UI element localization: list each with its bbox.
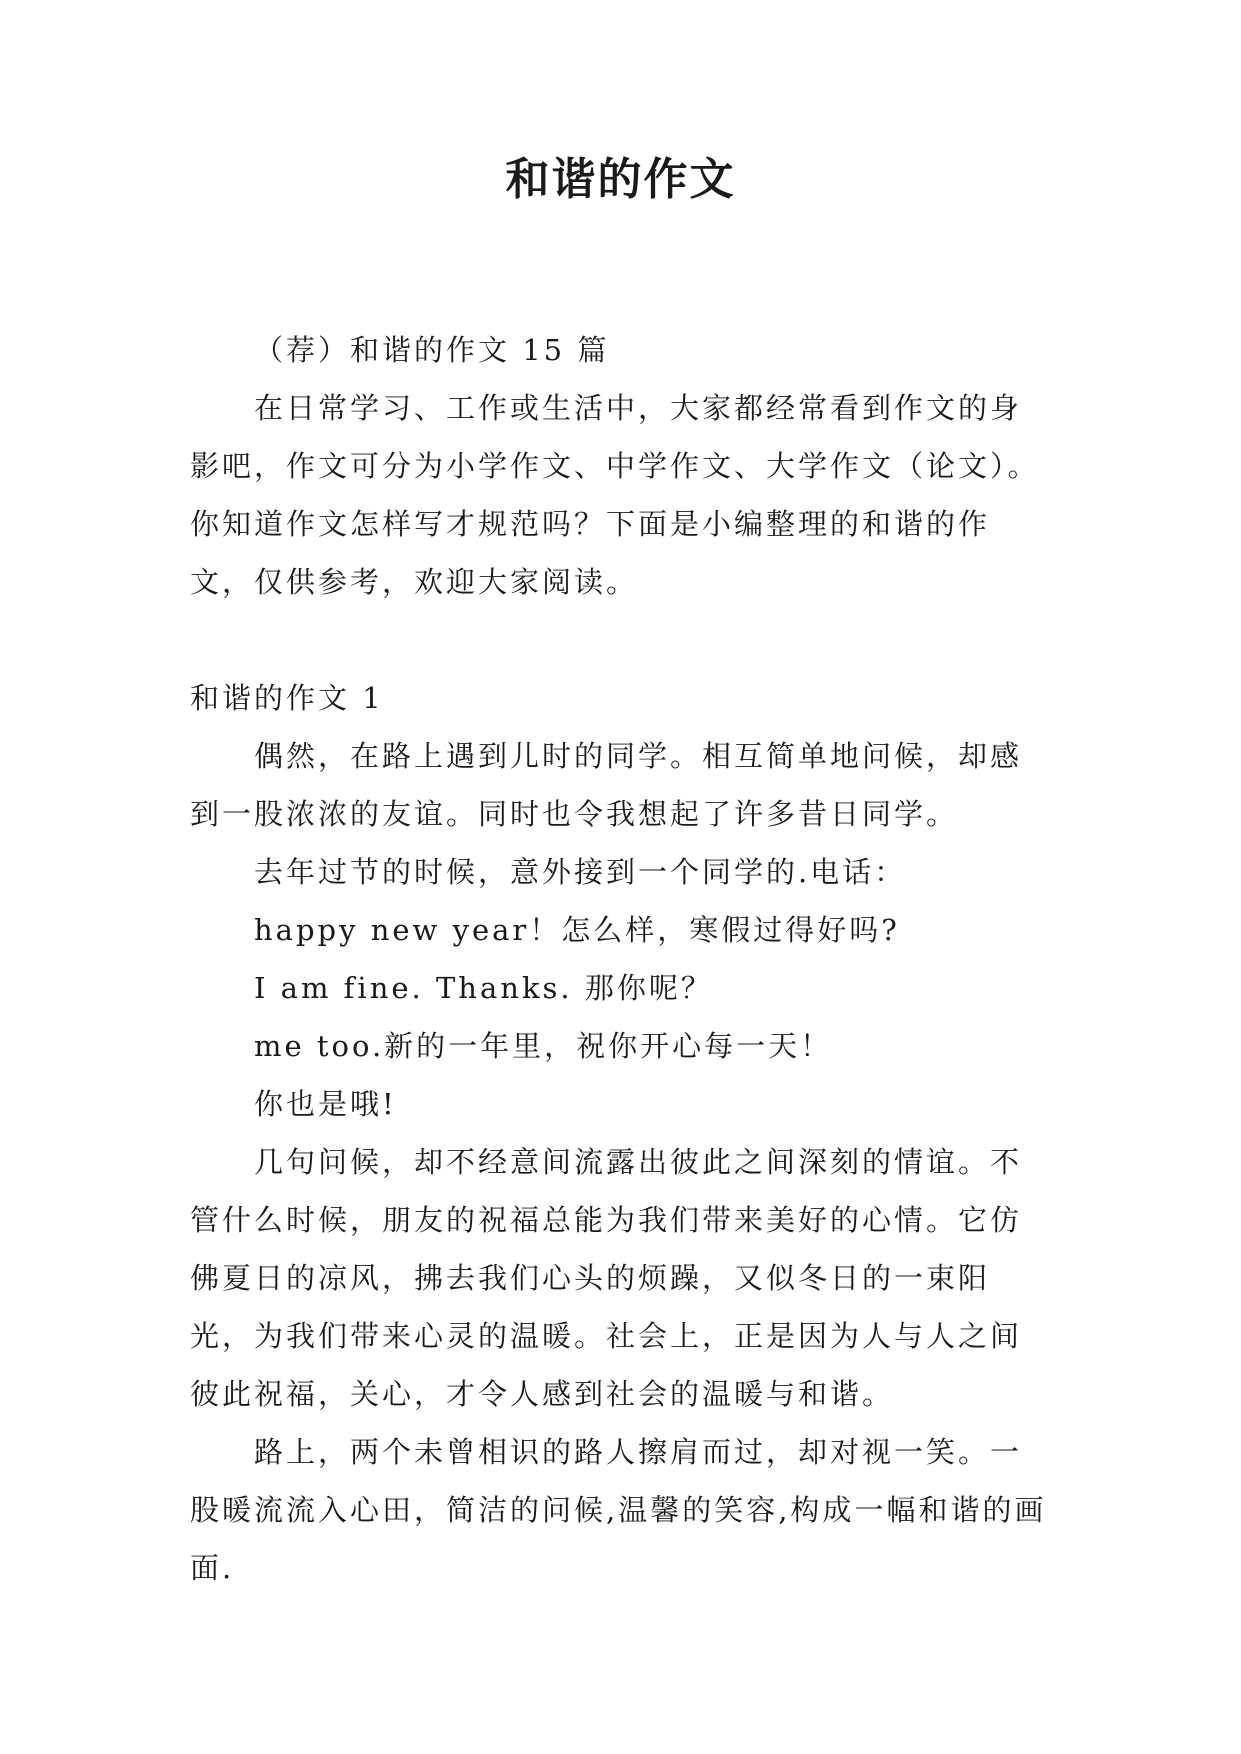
dialogue-line: 你也是哦! [254, 1087, 397, 1121]
section-spacer [190, 611, 1050, 669]
document-subtitle: （荐）和谐的作文 15 篇 [254, 333, 610, 367]
paragraph: 几句问候，却不经意间流露出彼此之间深刻的情谊。不管什么时候，朋友的祝福总能为我们带来美好的心情。它仿佛夏日的凉风，拂去我们心头的烦躁，又似冬日的一束阳光，为我们带来心灵的温暖。社会上，正是因为人与人之间彼此祝福，关心，才令人感到社会的温暖与和谐。 [190, 1145, 1023, 1411]
dialogue-line: happy new year！怎么样，寒假过得好吗? [254, 913, 900, 947]
paragraph: 去年过节的时候，意外接到一个同学的.电话： [254, 855, 907, 889]
document-body [190, 321, 1050, 1597]
dialogue-line: I am fine. Thanks. 那你呢？ [254, 971, 713, 1005]
document-title: 和谐的作文 [505, 154, 736, 205]
section-heading: 和谐的作文 1 [190, 681, 384, 715]
paragraph: 偶然，在路上遇到儿时的同学。相互简单地问候，却感到一股浓浓的友谊。同时也令我想起了许多昔日同学。 [190, 739, 1023, 831]
intro-paragraph: 在日常学习、工作或生活中，大家都经常看到作文的身影吧，作文可分为小学作文、中学作文、大学作文（论文）。你知道作文怎样写才规范吗？下面是小编整理的和谐的作文，仅供参考，欢迎大家阅读。 [190, 391, 1040, 599]
paragraph: 路上，两个未曾相识的路人擦肩而过，却对视一笑。一股暖流流入心田，简洁的问候,温馨的笑容,构成一幅和谐的画面. [190, 1435, 1047, 1585]
dialogue-line: me too.新的一年里，祝你开心每一天！ [254, 1029, 833, 1063]
